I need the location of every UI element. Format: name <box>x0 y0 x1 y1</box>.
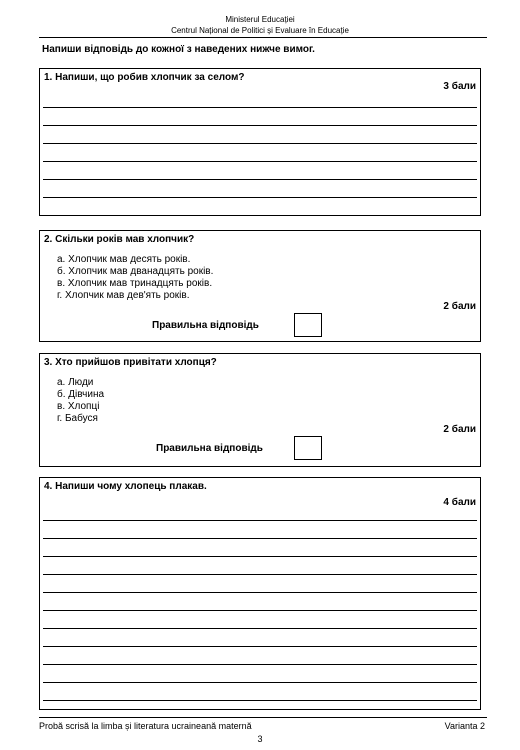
page-number: 3 <box>257 734 263 744</box>
question-4-title: 4. Напиши чому хлопець плакав. <box>44 481 207 492</box>
answer-line[interactable] <box>43 592 477 593</box>
footer-exam-name: Probă scrisă la limba și literatura ucraineană maternă <box>39 721 252 731</box>
question-1-title: 1. Напиши, що робив хлопчик за селом? <box>44 72 245 83</box>
answer-line[interactable] <box>43 538 477 539</box>
instruction-text: Напиши відповідь до кожної з наведених нижче вимог. <box>42 44 315 55</box>
answer-line[interactable] <box>43 628 477 629</box>
option-b: б. Дівчина <box>57 389 105 400</box>
answer-line[interactable] <box>43 574 477 575</box>
answer-line[interactable] <box>43 179 477 180</box>
question-3-box <box>39 353 481 467</box>
answer-line[interactable] <box>43 520 477 521</box>
footer-rule <box>39 717 487 718</box>
answer-line[interactable] <box>43 161 477 162</box>
header-rule <box>39 37 487 38</box>
answer-line[interactable] <box>43 143 477 144</box>
option-d: г. Бабуся <box>57 413 98 424</box>
question-2-box <box>39 230 481 342</box>
answer-line[interactable] <box>43 700 477 701</box>
answer-line[interactable] <box>43 197 477 198</box>
answer-line[interactable] <box>43 610 477 611</box>
answer-line[interactable] <box>43 107 477 108</box>
document-header <box>0 14 520 36</box>
answer-line[interactable] <box>43 556 477 557</box>
footer-variant: Varianta 2 <box>444 721 485 731</box>
answer-line[interactable] <box>43 664 477 665</box>
option-a: а. Хлопчик мав десять років. <box>57 254 191 265</box>
question-2-title: 2. Скільки років мав хлопчик? <box>44 234 195 245</box>
question-2-options <box>57 254 213 302</box>
question-1-points: 3 бали <box>443 81 476 92</box>
header-center: Centrul Național de Politici și Evaluare în Educație <box>171 26 349 35</box>
header-ministry: Ministerul Educației <box>225 15 295 24</box>
question-3-title: 3. Хто прийшов привітати хлопця? <box>44 357 217 368</box>
option-a: а. Люди <box>57 377 94 388</box>
answer-line[interactable] <box>43 682 477 683</box>
question-2-answer-box[interactable] <box>294 313 322 337</box>
question-3-answer-label: Правильна відповідь <box>156 443 263 454</box>
option-c: в. Хлопчик мав тринадцять років. <box>57 278 213 289</box>
question-4-box <box>39 477 481 710</box>
question-2-points: 2 бали <box>443 301 476 312</box>
option-b: б. Хлопчик мав дванадцять років. <box>57 266 214 277</box>
option-d: г. Хлопчик мав дев'ять років. <box>57 290 190 301</box>
question-3-points: 2 бали <box>443 424 476 435</box>
question-1-box <box>39 68 481 216</box>
option-c: в. Хлопці <box>57 401 100 412</box>
question-4-points: 4 бали <box>443 497 476 508</box>
question-3-options <box>57 377 104 425</box>
answer-line[interactable] <box>43 646 477 647</box>
answer-line[interactable] <box>43 125 477 126</box>
question-3-answer-box[interactable] <box>294 436 322 460</box>
question-2-answer-label: Правильна відповідь <box>152 320 259 331</box>
